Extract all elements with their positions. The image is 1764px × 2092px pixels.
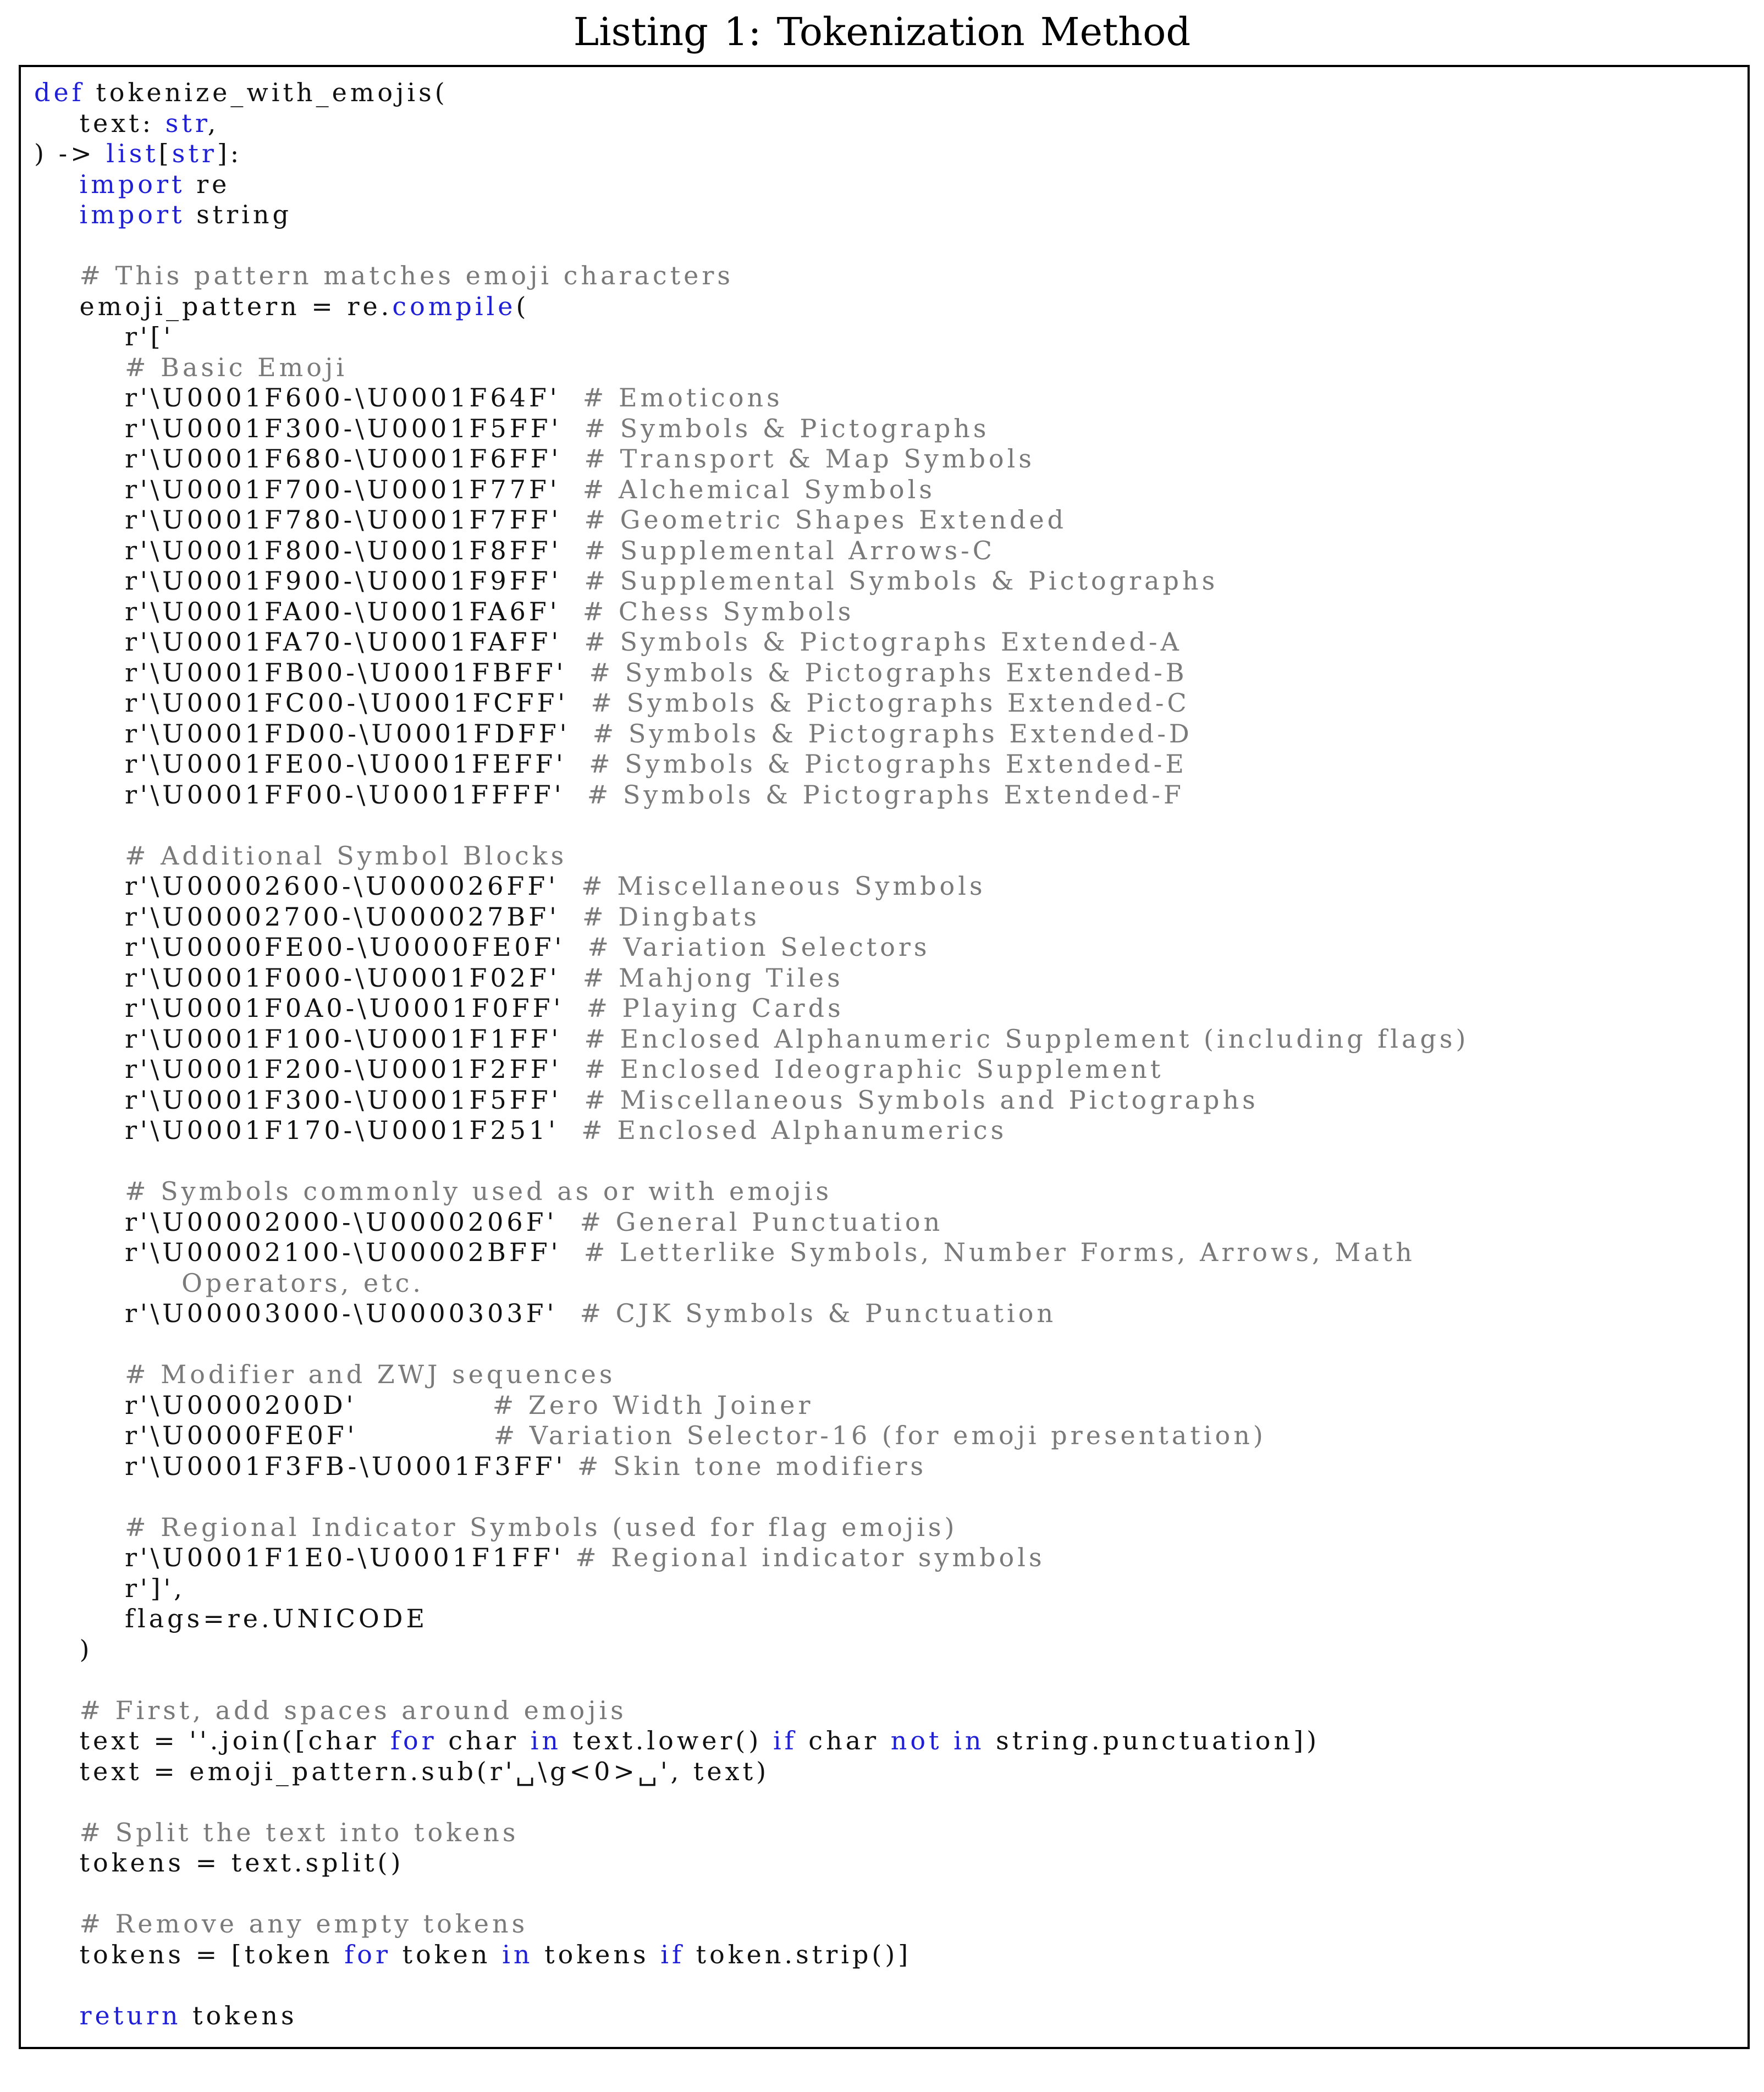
code-comment: # Alchemical Symbols xyxy=(582,474,935,504)
code-text: r'\U0001FB00-\U0001FBFF' xyxy=(34,657,589,687)
code-text: r'\U0001FA70-\U0001FAFF' xyxy=(34,627,585,657)
code-text: token.strip()] xyxy=(685,1939,912,1969)
code-comment: # Zero Width Joiner xyxy=(492,1390,814,1420)
code-line xyxy=(34,1390,813,1421)
code-comment: # Regional indicator symbols xyxy=(575,1543,1045,1572)
code-comment: # Supplemental Arrows-C xyxy=(584,535,995,565)
code-text: r'\U0001F700-\U0001F77F' xyxy=(34,474,583,504)
code-comment: # Enclosed Alphanumerics xyxy=(581,1115,1007,1145)
code-text: text = ''.join([char xyxy=(34,1726,390,1755)
code-comment: # Symbols & Pictographs xyxy=(584,413,990,443)
code-line xyxy=(34,1817,519,1848)
code-text: string.punctuation]) xyxy=(984,1726,1320,1755)
code-comment: # Split the text into tokens xyxy=(34,1817,519,1847)
code-line xyxy=(34,1115,1007,1146)
code-line xyxy=(34,1542,1045,1573)
code-line xyxy=(34,932,930,962)
code-comment: # Remove any empty tokens xyxy=(34,1909,528,1939)
code-comment: # Symbols & Pictographs Extended-F xyxy=(587,779,1184,810)
code-line xyxy=(34,504,1067,535)
code-comment: # Supplemental Symbols & Pictographs xyxy=(584,566,1219,596)
code-line xyxy=(34,1695,627,1726)
code-line xyxy=(34,1634,92,1665)
code-text: r'\U0000FE00-\U0000FE0F' xyxy=(34,932,588,962)
code-text: r'\U0001F900-\U0001F9FF' xyxy=(34,566,585,596)
code-text: text = emoji_pattern.sub(r'␣\g<0>␣', text) xyxy=(34,1756,770,1786)
code-line xyxy=(34,1054,1164,1084)
code-line xyxy=(34,1023,1469,1054)
code-comment: # Miscellaneous Symbols and Pictographs xyxy=(584,1084,1259,1115)
code-comment: # Enclosed Ideographic Supplement xyxy=(584,1054,1164,1084)
code-text: r'\U0000FE0F' xyxy=(34,1421,494,1450)
code-keyword: compile xyxy=(392,291,516,321)
code-line xyxy=(34,748,1187,779)
code-text: tokens = text.split() xyxy=(34,1848,404,1878)
code-text: r'\U0001FF00-\U0001FFFF' xyxy=(34,779,587,810)
code-line xyxy=(34,382,783,413)
code-keyword: in xyxy=(530,1726,562,1755)
code-comment: # Variation Selectors xyxy=(587,932,930,962)
code-text: r']', xyxy=(34,1573,185,1603)
code-text: tokens xyxy=(533,1939,661,1969)
code-text xyxy=(34,2001,80,2030)
code-line xyxy=(34,1603,428,1634)
code-comment: # Symbols commonly used as or with emojis xyxy=(34,1176,833,1206)
code-text: r'\U00002600-\U000026FF' xyxy=(34,871,582,901)
code-line xyxy=(34,1268,424,1298)
code-line xyxy=(34,352,348,383)
code-line xyxy=(34,840,567,871)
code-text: r'\U0001F780-\U0001F7FF' xyxy=(34,505,585,535)
code-keyword: def xyxy=(34,78,85,107)
code-comment: # CJK Symbols & Punctuation xyxy=(580,1298,1057,1328)
listing-caption: Listing 1: Tokenization Method xyxy=(573,9,1191,54)
code-text: r'\U0001FE00-\U0001FEFF' xyxy=(34,749,589,779)
code-line xyxy=(34,1512,957,1543)
code-comment: # This pattern matches emoji characters xyxy=(34,261,734,290)
code-text: r'\U0001F800-\U0001F8FF' xyxy=(34,535,585,565)
code-text: r'\U00003000-\U0000303F' xyxy=(34,1298,580,1328)
code-text: emoji_pattern = re. xyxy=(34,291,393,321)
code-line xyxy=(34,291,529,322)
code-keyword: import xyxy=(79,200,185,229)
code-line xyxy=(34,1725,1320,1756)
code-line xyxy=(34,413,990,444)
code-text: r'\U0001F300-\U0001F5FF' xyxy=(34,413,585,443)
code-line xyxy=(34,474,935,505)
code-comment: # Symbols & Pictographs Extended-B xyxy=(589,657,1188,687)
code-line xyxy=(34,77,448,108)
code-keyword: str xyxy=(172,139,217,168)
code-line xyxy=(34,2000,297,2031)
code-text: r'\U0001FC00-\U0001FCFF' xyxy=(34,688,591,718)
code-line xyxy=(34,901,760,932)
code-line xyxy=(34,1176,832,1207)
code-text: r'\U0001F000-\U0001F02F' xyxy=(34,962,583,993)
code-line xyxy=(34,260,734,291)
code-line xyxy=(34,657,1188,688)
code-comment: # Enclosed Alphanumeric Supplement (including flags) xyxy=(584,1023,1469,1054)
code-text: re xyxy=(185,169,230,199)
code-line xyxy=(34,199,292,230)
code-line xyxy=(34,108,219,139)
code-text: text.lower() xyxy=(561,1726,773,1755)
code-comment: # Modifier and ZWJ sequences xyxy=(34,1359,616,1389)
code-text: r'\U0001F1E0-\U0001F1FF' xyxy=(34,1543,576,1572)
code-line xyxy=(34,1908,528,1939)
code-comment: # Mahjong Tiles xyxy=(582,962,844,993)
code-keyword: for xyxy=(344,1939,391,1969)
code-comment: # Basic Emoji xyxy=(34,352,348,382)
code-text: string xyxy=(185,200,292,229)
code-text: r'\U0001F170-\U0001F251' xyxy=(34,1115,582,1145)
code-keyword: import xyxy=(79,169,185,199)
code-line xyxy=(34,1298,1056,1329)
code-keyword: return xyxy=(79,2000,181,2030)
code-text: text: xyxy=(34,108,166,138)
code-line xyxy=(34,779,1184,810)
code-line xyxy=(34,871,986,901)
code-keyword: not in xyxy=(890,1726,985,1755)
code-keyword: for xyxy=(390,1726,437,1755)
code-line xyxy=(34,687,1190,718)
code-text: r'\U0000200D' xyxy=(34,1390,493,1420)
code-text: r'\U0001F680-\U0001F6FF' xyxy=(34,444,585,474)
code-text: r'\U0001F300-\U0001F5FF' xyxy=(34,1084,585,1115)
code-text: r'\U0001F600-\U0001F64F' xyxy=(34,383,583,412)
code-text: ) xyxy=(34,1634,93,1664)
code-comment: # Symbols & Pictographs Extended-C xyxy=(591,688,1190,718)
code-text: r'\U0001F200-\U0001F2FF' xyxy=(34,1054,585,1084)
code-comment: # First, add spaces around emojis xyxy=(34,1695,627,1725)
code-comment: # Dingbats xyxy=(582,901,760,932)
code-comment: # General Punctuation xyxy=(580,1207,944,1237)
code-line xyxy=(34,1237,1415,1268)
code-line xyxy=(34,718,1193,749)
code-comment: # Symbols & Pictographs Extended-E xyxy=(589,749,1187,779)
code-line xyxy=(34,169,230,200)
code-line xyxy=(34,1420,1266,1451)
code-text: r'\U0001F0A0-\U0001F0FF' xyxy=(34,993,587,1023)
code-line xyxy=(34,1451,927,1482)
code-line xyxy=(34,1756,769,1787)
code-text: r'\U00002000-\U0000206F' xyxy=(34,1207,580,1237)
code-line xyxy=(34,962,844,993)
code-text: token xyxy=(390,1939,503,1969)
code-comment: # Symbols & Pictographs Extended-A xyxy=(584,627,1182,657)
code-comment: Operators, etc. xyxy=(34,1268,424,1298)
code-text: char xyxy=(437,1726,531,1755)
code-line xyxy=(34,596,854,627)
code-text: tokens xyxy=(181,2000,297,2030)
code-text: flags=re.UNICODE xyxy=(34,1604,428,1633)
code-comment: # Playing Cards xyxy=(586,993,844,1023)
code-line xyxy=(34,1939,911,1970)
code-line xyxy=(34,626,1182,657)
code-text: ) -> xyxy=(34,139,107,168)
code-keyword: list xyxy=(106,139,159,168)
code-comment: # Regional Indicator Symbols (used for flag emojis) xyxy=(34,1512,958,1542)
code-text xyxy=(34,169,80,199)
code-text: [ xyxy=(158,139,172,168)
code-comment: # Emoticons xyxy=(582,383,783,412)
code-keyword: str xyxy=(165,108,208,138)
code-comment: # Additional Symbol Blocks xyxy=(34,840,567,871)
code-text: tokenize_with_emojis( xyxy=(84,78,448,107)
code-comment: # Transport & Map Symbols xyxy=(584,444,1035,474)
code-line xyxy=(34,535,995,566)
code-comment: # Miscellaneous Symbols xyxy=(581,871,986,901)
code-text: r'\U00002100-\U00002BFF' xyxy=(34,1237,584,1267)
code-comment: # Chess Symbols xyxy=(582,596,855,626)
code-line xyxy=(34,993,844,1023)
code-line xyxy=(34,1084,1259,1115)
code-text: tokens = [token xyxy=(34,1939,345,1969)
code-line xyxy=(34,1207,943,1237)
code-comment: # Geometric Shapes Extended xyxy=(584,505,1067,535)
code-keyword: if xyxy=(660,1939,685,1969)
code-text: , xyxy=(207,108,219,138)
code-line xyxy=(34,1573,185,1604)
code-text: r'\U0001FD00-\U0001FDFF' xyxy=(34,718,593,748)
code-text: r'[' xyxy=(34,322,174,351)
code-text: r'\U0001F100-\U0001F1FF' xyxy=(34,1023,585,1054)
code-comment: # Letterlike Symbols, Number Forms, Arrows, Math xyxy=(583,1237,1415,1267)
code-keyword: in xyxy=(502,1939,533,1969)
code-text: r'\U0001F3FB-\U0001F3FF' xyxy=(34,1451,577,1481)
code-keyword: if xyxy=(773,1726,797,1755)
code-line xyxy=(34,1847,404,1878)
code-text: r'\U0001FA00-\U0001FA6F' xyxy=(34,596,583,626)
code-comment: # Symbols & Pictographs Extended-D xyxy=(592,718,1193,748)
code-comment: # Variation Selector-16 (for emoji presentation) xyxy=(493,1421,1266,1450)
code-comment: # Skin tone modifiers xyxy=(577,1451,927,1481)
code-line xyxy=(34,321,174,352)
code-line xyxy=(34,565,1218,596)
code-text: ( xyxy=(516,291,530,321)
code-text xyxy=(34,200,80,229)
code-line xyxy=(34,443,1035,474)
code-line xyxy=(34,1359,615,1390)
code-text: char xyxy=(797,1726,891,1755)
code-line xyxy=(34,138,242,169)
code-text: ]: xyxy=(217,139,242,168)
code-text: r'\U00002700-\U000027BF' xyxy=(34,901,583,932)
